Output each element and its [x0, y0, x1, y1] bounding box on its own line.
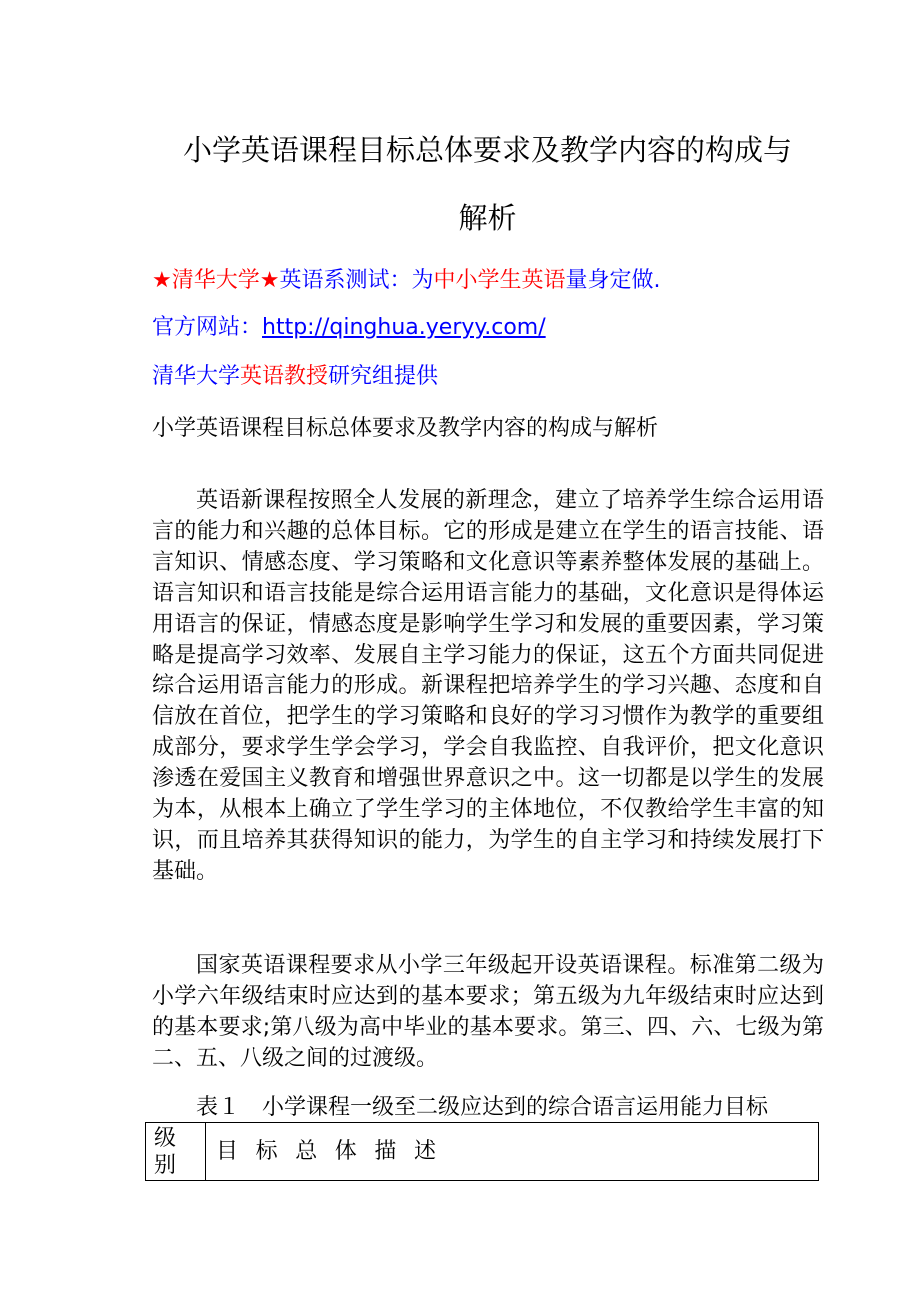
provider-part3: 研究组提供 — [328, 364, 439, 389]
ad-text-part3: 量身定做. — [565, 268, 661, 293]
ad-line — [152, 266, 661, 296]
ad-text-part1: 英语系测试：为 — [279, 268, 434, 293]
paragraph-2: 国家英语课程要求从小学三年级起开设英语课程。标准第二级为小学六年级结束时应达到的基本要求；第五级为九年级结束时应达到的基本要求;第八级为高中毕业的基本要求。第三、四、六、七级为第二、五、八级之间的过渡级。 — [152, 953, 824, 1071]
star-icon: ★ — [152, 268, 172, 293]
table-header-level-line2: 别 — [154, 1153, 177, 1178]
document-subtitle: 小学英语课程目标总体要求及教学内容的构成与解析 — [152, 416, 659, 441]
provider-line — [152, 362, 438, 392]
site-link[interactable]: http://qinghua.yeryy.com/ — [262, 315, 546, 340]
ad-text-part2: 中小学生英语 — [433, 268, 566, 293]
table-caption: 表１ 小学课程一级至二级应达到的综合语言运用能力目标 — [196, 1095, 769, 1120]
star-icon: ★ — [259, 268, 280, 293]
table-header-description: 目标总体描述 — [216, 1139, 454, 1164]
ad-brand: 清华大学 — [171, 268, 260, 293]
table-header-level-line1: 级 — [154, 1126, 177, 1151]
site-label: 官方网站： — [152, 315, 263, 340]
document-title-line2: 解析 — [458, 201, 517, 235]
provider-part2: 英语教授 — [240, 364, 329, 389]
table-header-level — [146, 1123, 206, 1180]
document-title-line1: 小学英语课程目标总体要求及教学内容的构成与 — [182, 133, 792, 167]
paragraph-1: 英语新课程按照全人发展的新理念，建立了培养学生综合运用语言的能力和兴趣的总体目标。它的形成是建立在学生的语言技能、语言知识、情感态度、学习策略和文化意识等素养整体发展的基础上。语言知识和语言技能是综合运用语言能力的基础，文化意识是得体运用语言的保证，情感态度是影响学生学习和发展的重要因素，学习策略是提高学习效率、发展自主学习能力的保证，这五个方面共同促进综合运用语言能力的形成。新课程把培养学生的学习兴趣、态度和自信放在首位，把学生的学习策略和良好的学习习惯作为教学的重要组成部分，要求学生学会学习，学会自我监控、自我评价，把文化意识渗透在爱国主义教育和增强世界意识之中。这一切都是以学生的发展为本，从根本上确立了学生学习的主体地位，不仅教给学生丰富的知识，而且培养其获得知识的能力，为学生的自主学习和持续发展打下基础。 — [152, 488, 824, 884]
site-line — [152, 313, 546, 343]
goals-table — [145, 1122, 819, 1181]
provider-part1: 清华大学 — [152, 364, 241, 389]
